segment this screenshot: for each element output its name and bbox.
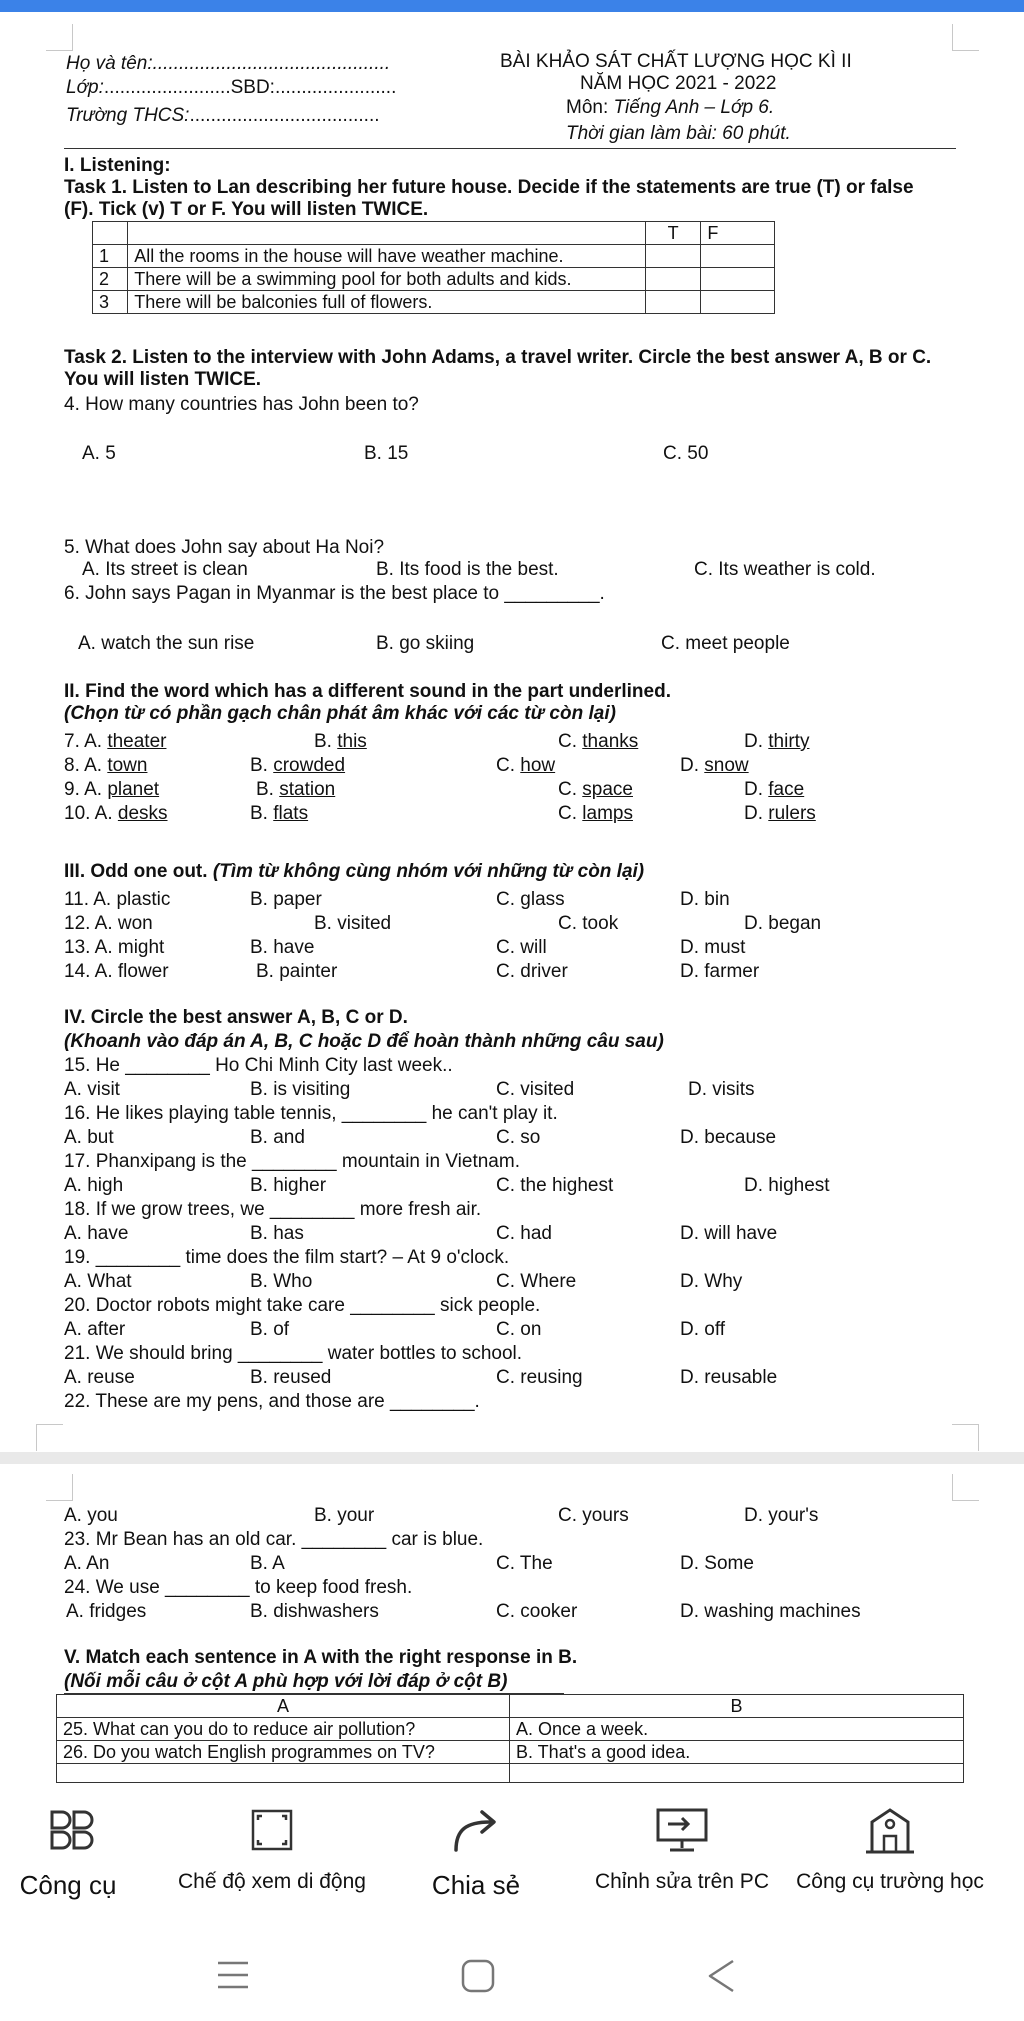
- b-label: B.: [256, 779, 280, 800]
- q8-row: [64, 754, 147, 777]
- q21-b: B. reused: [250, 1367, 332, 1388]
- q7-d: [744, 730, 809, 753]
- q7-row: [64, 730, 166, 753]
- q12-b: B. visited: [314, 913, 392, 934]
- q19-d: D. Why: [680, 1271, 743, 1292]
- q6-option-c: C. meet people: [661, 633, 790, 654]
- q23-a: A. An: [64, 1553, 110, 1574]
- q20-c: C. on: [496, 1319, 542, 1340]
- q11-c: C. glass: [496, 889, 565, 910]
- q9-row: [64, 778, 159, 801]
- table-row: [93, 268, 775, 291]
- table-row: [93, 291, 775, 314]
- table-row: [57, 1718, 964, 1741]
- q21-a: A. reuse: [64, 1367, 135, 1388]
- question-5: 5. What does John say about Ha Noi?: [64, 537, 385, 558]
- option-b: flats: [273, 803, 309, 824]
- task1-instructions: Task 1. Listen to Lan describing her future house. Decide if the statements are true (T) or false: [64, 177, 914, 198]
- true-false-table: [92, 221, 775, 314]
- section3-heading: [64, 860, 644, 883]
- document-page-1: [0, 12, 1024, 1452]
- q19-b: B. Who: [250, 1271, 313, 1292]
- c-label: C.: [496, 755, 521, 776]
- school-icon: [864, 1804, 916, 1856]
- page-corner-mark: [36, 1424, 63, 1451]
- class-dots: ........................: [103, 77, 231, 98]
- question-24: 24. We use ________ to keep food fresh.: [64, 1577, 413, 1598]
- question-21: 21. We should bring ________ water bottles to school.: [64, 1343, 523, 1364]
- subject-label: Môn:: [566, 97, 614, 118]
- q17-d: D. highest: [744, 1175, 830, 1196]
- option-a: town: [107, 755, 148, 776]
- question-19: 19. ________ time does the film start? – At 9 o'clock.: [64, 1247, 510, 1268]
- section4-subheading: (Khoanh vào đáp án A, B, C hoặc D để hoàn thành những câu sau): [64, 1031, 664, 1052]
- school-year: NĂM HỌC 2021 - 2022: [580, 73, 777, 94]
- subject-value: Tiếng Anh – Lớp 6.: [613, 97, 775, 118]
- sbd-label: SBD:.......................: [230, 77, 397, 98]
- row-number: 2: [93, 268, 128, 291]
- q7-b: [314, 730, 367, 753]
- q18-c: C. had: [496, 1223, 552, 1244]
- c-label: C.: [558, 731, 583, 752]
- option-a: theater: [107, 731, 167, 752]
- q15-a: A. visit: [64, 1079, 120, 1100]
- b-label: B.: [250, 755, 274, 776]
- question-17: 17. Phanxipang is the ________ mountain in Vietnam.: [64, 1151, 520, 1172]
- b-label: B.: [250, 803, 274, 824]
- table-cell: [510, 1764, 964, 1783]
- q18-a: A. have: [64, 1223, 129, 1244]
- q19-a: A. What: [64, 1271, 132, 1292]
- table-row: [93, 245, 775, 268]
- q22-d: D. your's: [744, 1505, 819, 1526]
- q8-d: [680, 754, 749, 777]
- page-corner-mark: [952, 24, 979, 51]
- q22-b: B. your: [314, 1505, 375, 1526]
- time-limit: Thời gian làm bài: 60 phút.: [566, 123, 791, 144]
- option-d: face: [768, 779, 805, 800]
- q22-a: A. you: [64, 1505, 118, 1526]
- q12-a: 12. A. won: [64, 913, 153, 934]
- page-corner-mark: [952, 1424, 979, 1451]
- name-line: Họ và tên:.............................................: [66, 53, 391, 74]
- table-cell: [57, 1764, 510, 1783]
- q15-b: B. is visiting: [250, 1079, 351, 1100]
- q14-d: D. farmer: [680, 961, 760, 982]
- q10-row: [64, 802, 168, 825]
- section5-subheading: (Nối mỗi câu ở cột A phù hợp với lời đáp ở cột B): [64, 1671, 508, 1692]
- option-b: this: [337, 731, 367, 752]
- question-20: 20. Doctor robots might take care ________ sick people.: [64, 1295, 541, 1316]
- q9-d: [744, 778, 804, 801]
- school-tools-label: Công cụ trường học: [796, 1870, 984, 1893]
- mobile-view-icon: [250, 1808, 294, 1852]
- option-a: planet: [107, 779, 160, 800]
- section4-heading: IV. Circle the best answer A, B, C or D.: [64, 1007, 408, 1028]
- option-d: snow: [704, 755, 749, 776]
- school-label: Trường THCS:: [66, 105, 190, 126]
- q-num: 8. A.: [64, 755, 108, 776]
- q21-c: C. reusing: [496, 1367, 583, 1388]
- option-d: rulers: [768, 803, 816, 824]
- option-a: desks: [117, 803, 168, 824]
- section3-title-vi: (Tìm từ không cùng nhóm với những từ còn lại): [212, 861, 645, 882]
- match-response: B. That's a good idea.: [510, 1741, 964, 1764]
- q9-b: [256, 778, 335, 801]
- option-b: station: [279, 779, 336, 800]
- section1-heading: I. Listening:: [64, 155, 171, 176]
- q13-a: 13. A. might: [64, 937, 165, 958]
- share-label: Chia sẻ: [431, 1870, 521, 1900]
- q8-b: [250, 754, 345, 777]
- q24-d: D. washing machines: [680, 1601, 861, 1622]
- q16-a: A. but: [64, 1127, 114, 1148]
- q11-a: 11. A. plastic: [64, 889, 171, 910]
- q12-d: D. began: [744, 913, 822, 934]
- q-num: 10. A.: [64, 803, 118, 824]
- tick-cell-f[interactable]: [701, 268, 775, 291]
- q24-a: A. fridges: [66, 1601, 147, 1622]
- section5-heading: V. Match each sentence in A with the right response in B.: [64, 1647, 578, 1668]
- q5-option-b: B. Its food is the best.: [376, 559, 559, 580]
- class-label: Lớp:: [66, 77, 104, 98]
- question-6: 6. John says Pagan in Myanmar is the best place to _________.: [64, 583, 605, 604]
- table-header-row: [57, 1695, 964, 1718]
- q19-c: C. Where: [496, 1271, 577, 1292]
- d-label: D.: [680, 755, 705, 776]
- q23-b: B. A: [250, 1553, 285, 1574]
- tick-cell-f[interactable]: [701, 291, 775, 314]
- q-num: 9. A.: [64, 779, 108, 800]
- question-16: 16. He likes playing table tennis, ________ he can't play it.: [64, 1103, 558, 1124]
- q20-a: A. after: [64, 1319, 126, 1340]
- q4-option-a: A. 5: [82, 443, 116, 464]
- q10-b: [250, 802, 308, 825]
- q20-b: B. of: [250, 1319, 290, 1340]
- q22-c: C. yours: [558, 1505, 629, 1526]
- statement: There will be a swimming pool for both adults and kids.: [128, 268, 646, 291]
- d-label: D.: [744, 731, 769, 752]
- q6-option-b: B. go skiing: [376, 633, 475, 654]
- t-column-header: T: [645, 222, 700, 245]
- page-corner-mark: [46, 1474, 73, 1501]
- option-c: lamps: [582, 803, 633, 824]
- column-b-header: B: [510, 1695, 964, 1718]
- subject-line: [566, 96, 774, 119]
- q9-c: [558, 778, 633, 801]
- question-23: 23. Mr Bean has an old car. ________ car is blue.: [64, 1529, 484, 1550]
- tools-label: Công cụ: [19, 1870, 117, 1900]
- q10-c: [558, 802, 633, 825]
- computer-icon: [654, 1806, 710, 1854]
- class-sbd-line: [66, 76, 396, 99]
- q11-d: D. bin: [680, 889, 730, 910]
- back-icon[interactable]: [706, 1958, 736, 1994]
- school-line: [66, 104, 380, 127]
- q16-b: B. and: [250, 1127, 305, 1148]
- question-15: 15. He ________ Ho Chi Minh City last week..: [64, 1055, 453, 1076]
- q4-option-c: C. 50: [663, 443, 709, 464]
- system-navigation-bar: [0, 1914, 1024, 2021]
- q17-c: C. the highest: [496, 1175, 614, 1196]
- f-column-header: F: [701, 222, 775, 245]
- q5-option-a: A. Its street is clean: [82, 559, 248, 580]
- question-18: 18. If we grow trees, we ________ more fresh air.: [64, 1199, 482, 1220]
- d-label: D.: [744, 779, 769, 800]
- top-accent-bar: [0, 0, 1024, 12]
- match-question: 26. Do you watch English programmes on TV?: [57, 1741, 510, 1764]
- section3-title: III. Odd one out.: [64, 861, 213, 882]
- q16-c: C. so: [496, 1127, 541, 1148]
- exam-title: BÀI KHẢO SÁT CHẤT LƯỢNG HỌC KÌ II: [500, 51, 852, 72]
- share-icon: [450, 1806, 506, 1856]
- q23-d: D. Some: [680, 1553, 754, 1574]
- tick-cell-t[interactable]: [645, 291, 700, 314]
- match-question: 25. What can you do to reduce air pollution?: [57, 1718, 510, 1741]
- option-d: thirty: [768, 731, 810, 752]
- q12-c: C. took: [558, 913, 619, 934]
- question-4: 4. How many countries has John been to?: [64, 394, 419, 415]
- question-22: 22. These are my pens, and those are ________.: [64, 1391, 480, 1412]
- q15-c: C. visited: [496, 1079, 575, 1100]
- q15-d: D. visits: [688, 1079, 755, 1100]
- row-number: 1: [93, 245, 128, 268]
- table-cell: [93, 222, 128, 245]
- option-c: space: [582, 779, 633, 800]
- q24-c: C. cooker: [496, 1601, 578, 1622]
- q14-a: 14. A. flower: [64, 961, 169, 982]
- q20-d: D. off: [680, 1319, 726, 1340]
- q13-c: C. will: [496, 937, 547, 958]
- q17-b: B. higher: [250, 1175, 327, 1196]
- option-c: thanks: [582, 731, 639, 752]
- q14-b: B. painter: [256, 961, 338, 982]
- table-header-row: [93, 222, 775, 245]
- task2-instructions-2: You will listen TWICE.: [64, 369, 262, 390]
- row-number: 3: [93, 291, 128, 314]
- recent-apps-icon[interactable]: [216, 1960, 250, 1990]
- statement: There will be balconies full of flowers.: [128, 291, 646, 314]
- table-row: [57, 1741, 964, 1764]
- matching-table: [56, 1694, 964, 1783]
- tools-icon: [48, 1808, 96, 1850]
- q24-b: B. dishwashers: [250, 1601, 379, 1622]
- column-a-header: A: [57, 1695, 510, 1718]
- section2-heading: II. Find the word which has a different sound in the part underlined.: [64, 681, 671, 702]
- q4-option-b: B. 15: [364, 443, 409, 464]
- c-label: C.: [558, 803, 583, 824]
- task2-instructions: Task 2. Listen to the interview with John Adams, a travel writer. Circle the best answer A, B or C.: [64, 347, 932, 368]
- q21-d: D. reusable: [680, 1367, 778, 1388]
- q-num: 7. A.: [64, 731, 108, 752]
- match-response: A. Once a week.: [510, 1718, 964, 1741]
- q13-d: D. must: [680, 937, 746, 958]
- statement: All the rooms in the house will have weather machine.: [128, 245, 646, 268]
- option-b: crowded: [273, 755, 346, 776]
- q18-d: D. will have: [680, 1223, 778, 1244]
- b-label: B.: [314, 731, 338, 752]
- q8-c: [496, 754, 555, 777]
- d-label: D.: [744, 803, 769, 824]
- q11-b: B. paper: [250, 889, 322, 910]
- home-icon[interactable]: [460, 1958, 496, 1994]
- page-separator: [0, 1452, 1024, 1464]
- table-row: [57, 1764, 964, 1783]
- q5-option-c: C. Its weather is cold.: [694, 559, 876, 580]
- page-corner-mark: [46, 24, 73, 51]
- q18-b: B. has: [250, 1223, 304, 1244]
- edit-on-pc-label: Chỉnh sửa trên PC: [595, 1870, 769, 1893]
- q10-d: [744, 802, 816, 825]
- q23-c: C. The: [496, 1553, 553, 1574]
- q6-option-a: A. watch the sun rise: [78, 633, 255, 654]
- mobile-view-label: Chế độ xem di động: [178, 1870, 366, 1893]
- q13-b: B. have: [250, 937, 315, 958]
- table-cell: [128, 222, 646, 245]
- document-page-2: [0, 1464, 1024, 1794]
- tick-cell-t[interactable]: [645, 268, 700, 291]
- header-divider: [64, 148, 956, 149]
- page-corner-mark: [952, 1474, 979, 1501]
- school-dots: ....................................: [189, 105, 380, 126]
- bottom-toolbar: [0, 1794, 1024, 1914]
- q16-d: D. because: [680, 1127, 777, 1148]
- q17-a: A. high: [64, 1175, 124, 1196]
- section2-subheading: (Chọn từ có phần gạch chân phát âm khác với các từ còn lại): [64, 703, 616, 724]
- q14-c: C. driver: [496, 961, 568, 982]
- tick-cell-t[interactable]: [645, 245, 700, 268]
- option-c: how: [520, 755, 556, 776]
- q7-c: [558, 730, 638, 753]
- c-label: C.: [558, 779, 583, 800]
- tick-cell-f[interactable]: [701, 245, 775, 268]
- task1-instructions-2: (F). Tick (v) T or F. You will listen TWICE.: [64, 199, 429, 220]
